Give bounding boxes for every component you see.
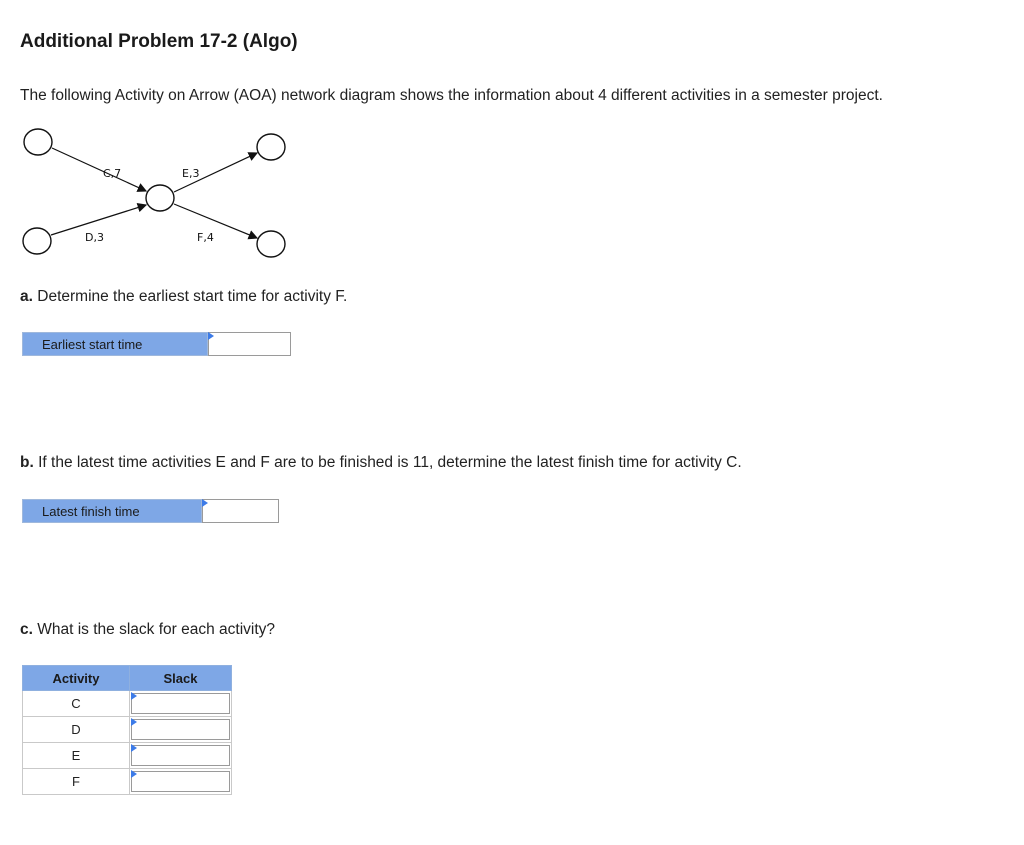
answer-flag-icon xyxy=(131,692,137,700)
answer-row-b xyxy=(22,499,279,523)
table-row xyxy=(23,769,232,795)
earliest-start-input[interactable] xyxy=(208,332,291,356)
arrow-activity-f xyxy=(174,204,257,238)
question-c-text: What is the slack for each activity? xyxy=(37,621,276,638)
label-activity-e: E,3 xyxy=(182,167,200,180)
slack-cell xyxy=(130,717,232,743)
activity-cell: E xyxy=(23,743,130,769)
table-row xyxy=(23,691,232,717)
slack-table-header xyxy=(23,666,232,691)
question-c xyxy=(20,621,275,639)
latest-finish-label: Latest finish time xyxy=(22,499,202,523)
activity-cell: C xyxy=(23,691,130,717)
column-header-activity: Activity xyxy=(23,666,130,691)
answer-flag-icon xyxy=(131,744,137,752)
label-activity-c: C,7 xyxy=(103,167,122,180)
table-row xyxy=(23,717,232,743)
answer-flag-icon xyxy=(131,770,137,778)
node-top-right xyxy=(257,134,285,160)
label-activity-d: D,3 xyxy=(85,231,104,244)
slack-cell xyxy=(130,743,232,769)
intro-text: The following Activity on Arrow (AOA) network diagram shows the information about 4 different activities in a semester project. xyxy=(20,87,883,104)
slack-input-d[interactable] xyxy=(131,719,230,740)
activity-cell: F xyxy=(23,769,130,795)
question-a-text: Determine the earliest start time for activity F. xyxy=(37,288,348,305)
node-bottom-right xyxy=(257,231,285,257)
earliest-start-label: Earliest start time xyxy=(22,332,208,356)
latest-finish-field-wrap xyxy=(202,499,279,523)
node-bottom-left xyxy=(23,228,51,254)
slack-table xyxy=(22,665,232,795)
answer-row-a xyxy=(22,332,291,356)
node-top-left xyxy=(24,129,52,155)
answer-flag-icon xyxy=(208,332,214,340)
table-row xyxy=(23,743,232,769)
slack-input-e[interactable] xyxy=(131,745,230,766)
question-b-text: If the latest time activities E and F are to be finished is 11, determine the latest finish time for activity C. xyxy=(38,454,742,471)
question-b xyxy=(20,454,742,472)
question-a-letter: a. xyxy=(20,288,33,305)
slack-input-f[interactable] xyxy=(131,771,230,792)
answer-flag-icon xyxy=(202,499,208,507)
slack-cell xyxy=(130,769,232,795)
node-center xyxy=(146,185,174,211)
activity-cell: D xyxy=(23,717,130,743)
aoa-network-diagram xyxy=(0,110,320,270)
arrow-activity-c xyxy=(52,148,146,191)
slack-input-c[interactable] xyxy=(131,693,230,714)
latest-finish-input[interactable] xyxy=(202,499,279,523)
label-activity-f: F,4 xyxy=(197,231,214,244)
page-title: Additional Problem 17-2 (Algo) xyxy=(20,31,298,52)
question-b-letter: b. xyxy=(20,454,34,471)
column-header-slack: Slack xyxy=(130,666,232,691)
question-c-letter: c. xyxy=(20,621,33,638)
earliest-start-field-wrap xyxy=(208,332,291,356)
question-a xyxy=(20,288,347,306)
slack-cell xyxy=(130,691,232,717)
answer-flag-icon xyxy=(131,718,137,726)
